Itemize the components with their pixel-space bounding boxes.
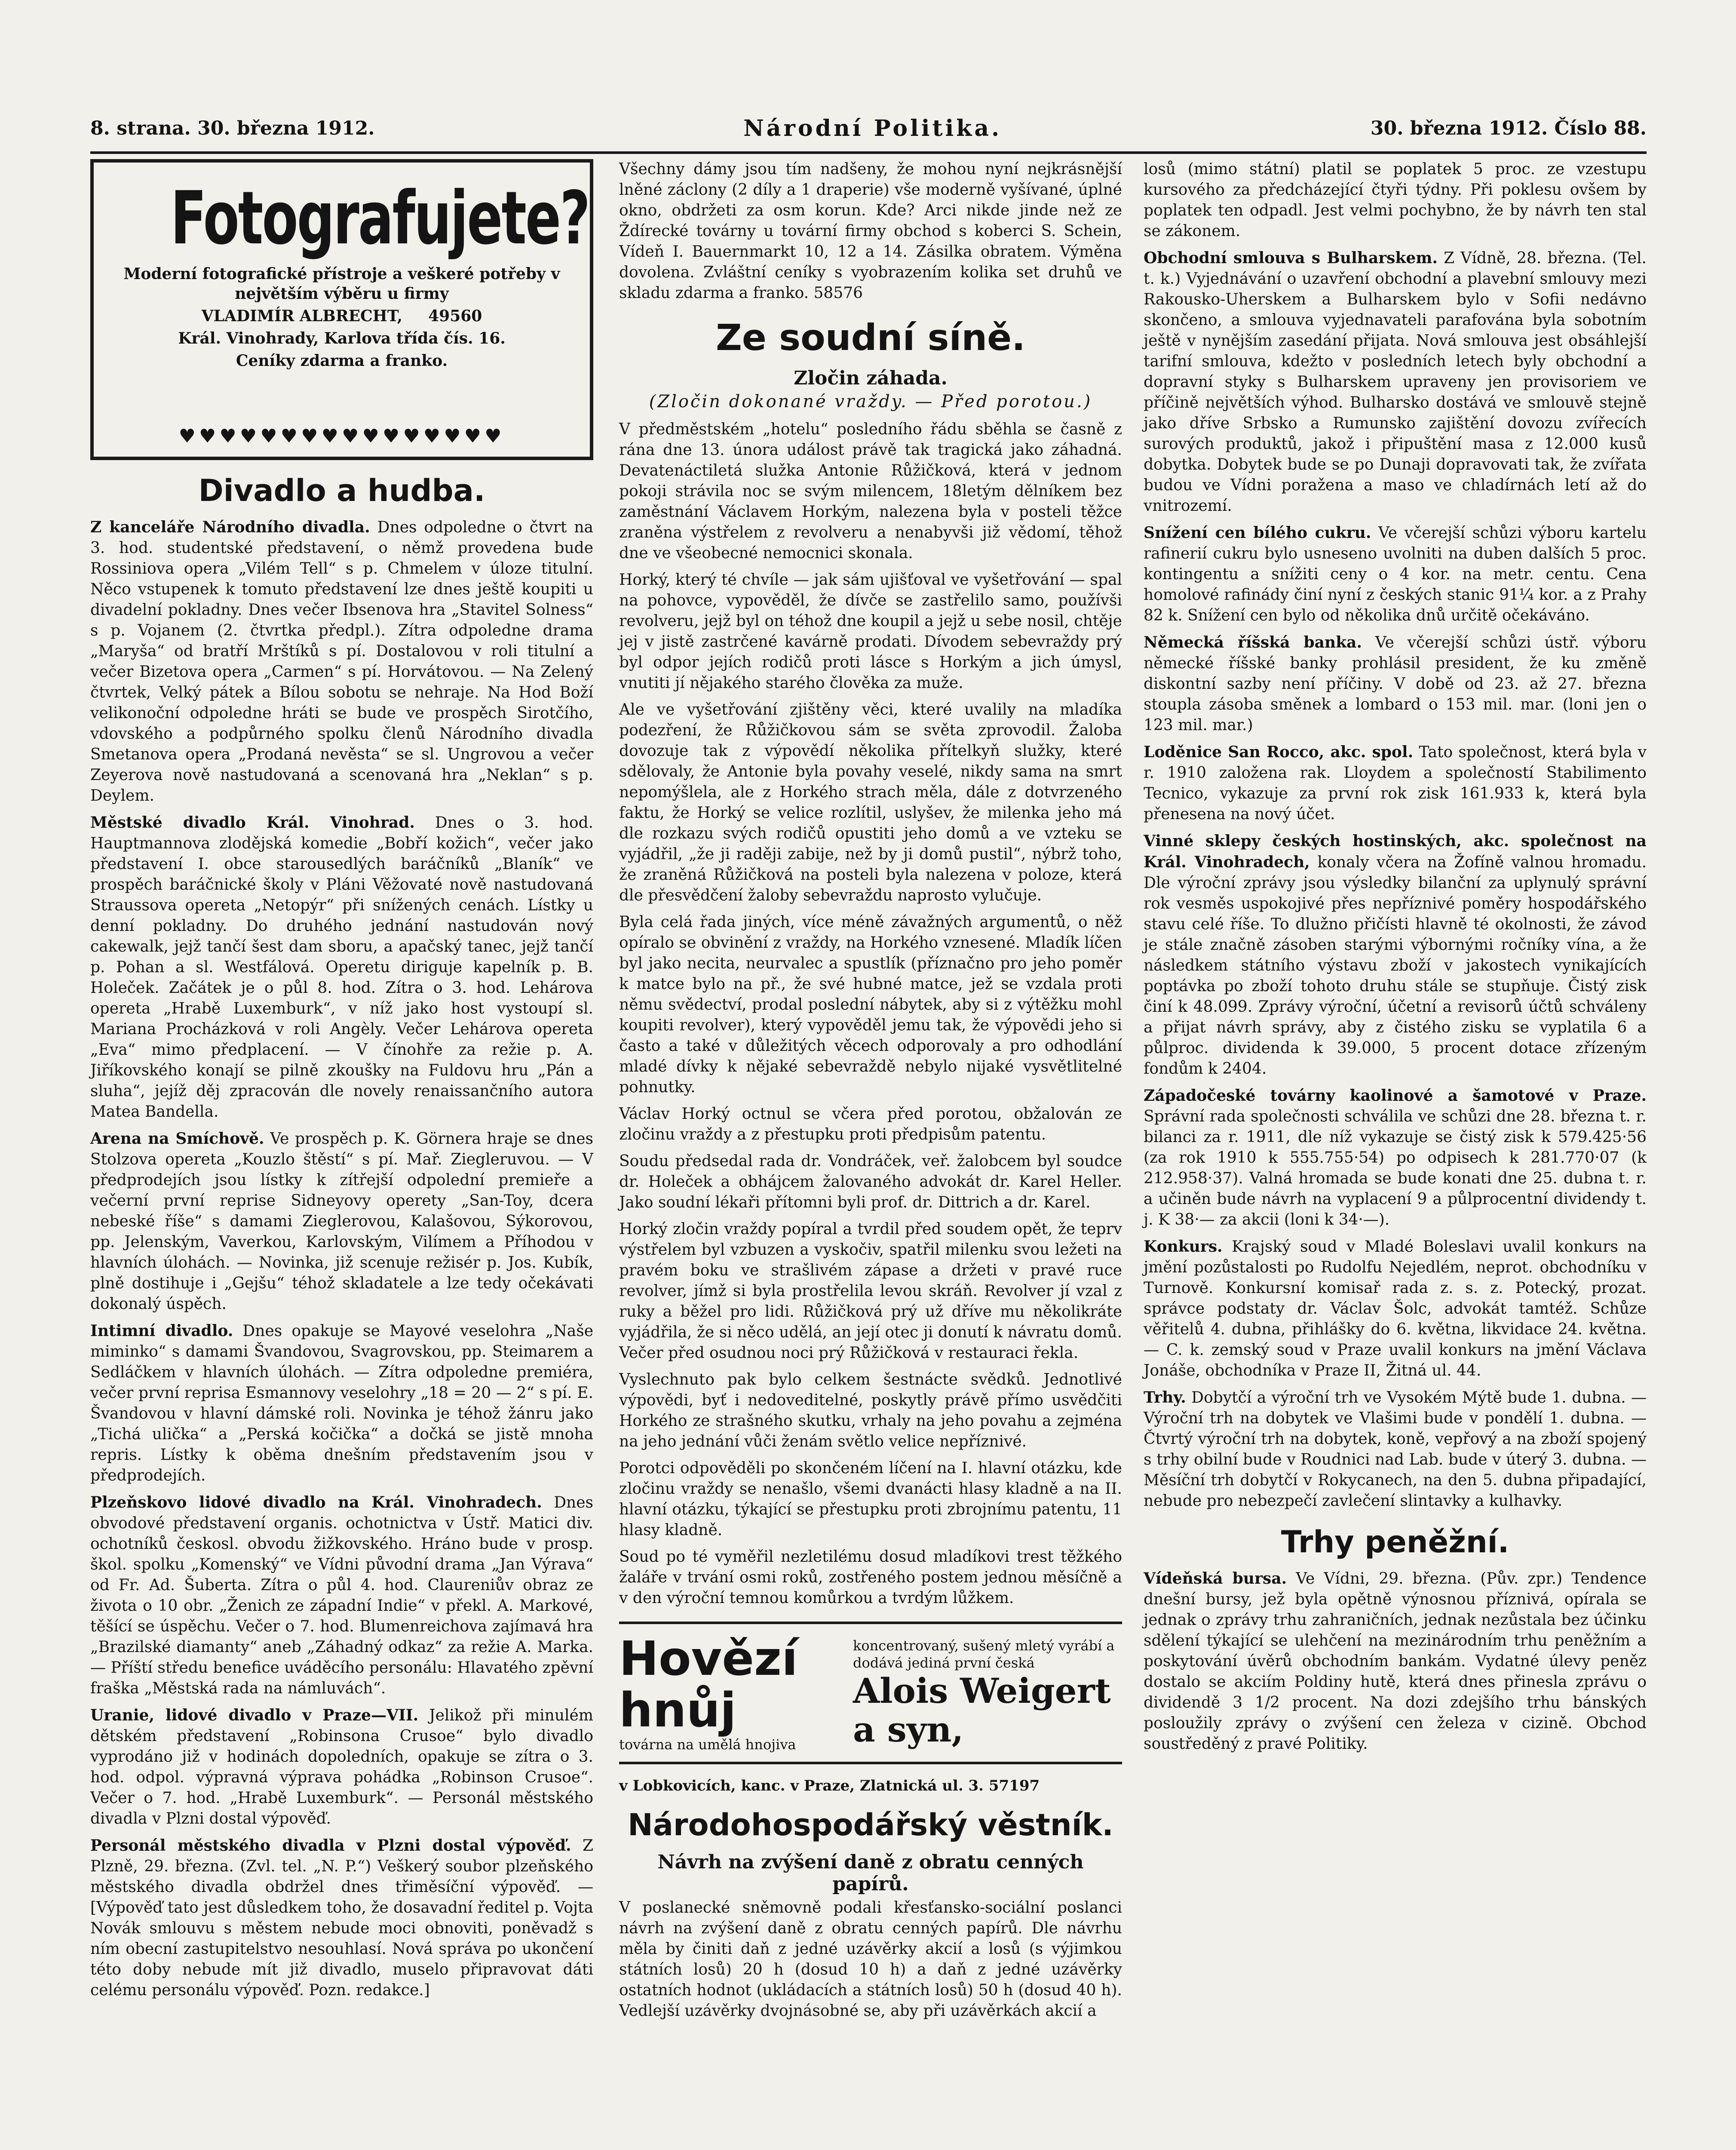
paragraph-text: Dnes opakuje se Mayové veselohra „Naše miminko“ s damami Švandovou, Svagrovskou, pp. Steimarem a Sedláčkem v hlavních úlohách. — Zítra odpoledne premiéra, večer první reprisa Esmannovy veselohry „18 = 20 — 2“ s pí. E. Švandovou v hlavní dámské roli. Novinka je téhož žánru jako „Tichá ulička“ a „Perská kočička“ a dočká se jistě mnoha repris. Lístky k oběma dnešním představením jsou v předprodejích. [90,1322,594,1484]
ad-fotografujete [90,159,593,460]
paragraph-lead: Vídeňská bursa. [1144,1570,1287,1588]
paragraph-text: Dobytčí a výroční trh ve Vysokém Mýtě bude 1. dubna. — Výroční trh na dobytek ve Vlašimi bude v pondělí 1. dubna. — Čtvrtý výroční trh na dobytek, koně, vepřový a na zboží spojený s trhy obilní bude v Roudnici nad Lab. bude v úterý 3. dubna. — Měsíční trh dobytčí v Rokycanech, na den 5. dubna připadající, nebude pro nebezpečí zavlečení slintavky a kulhavky. [1144,1389,1647,1510]
article-paragraph [1144,1236,1647,1381]
paragraph-lead: Vinné sklepy českých hostinských, akc. společnost na Král. Vinohradech, [1144,832,1647,871]
vestnik-heading: Národohospodářský věstník. [628,1807,1113,1843]
paragraph-lead: Německá říšská banka. [1144,633,1362,651]
soudni-heading: Ze soudní síně. [715,316,1026,359]
article-paragraph [1144,1085,1647,1230]
paragraph-text: Správní rada společnosti schválila ve schůzi dne 28. března t. r. bilanci za r. 1911, dle níž vykazuje se čistý zisk k 579.425·56 (za rok 1910 k 555.755·54) po odpisech k 281.770·07 (k 212.958·37). Valná hromada se bude konati dne 25. dubna t. r. a učiněn bude návrh na vyplacení 9 a půlprocentní dividendy t. j. K 38·— za akcii (loni k 34·—). [1144,1108,1647,1229]
ad-hovezi-hnuj [619,1622,1122,1764]
paragraph-text: Ve včerejší schůzi ústř. výboru německé říšské banky prohlásil president, že ku změně diskontní sazby není příčiny. V době od 23. až 27. března stoupla zásoba směnek a lombard o 153 mil. mar. (loni jen o 123 mil. mar.) [1144,634,1647,734]
article-paragraph: Václav Horký octnul se včera před porotou, obžalován ze zločinu vraždy a z přestupku proti předpisům patentu. [619,1105,1122,1143]
paragraph-lead: Arena na Smíchově. [90,1130,264,1148]
ad-code: 49560 [428,307,482,325]
header-right: 30. března 1912. Číslo 88. [1370,117,1647,139]
paragraph-lead: Intimní divadlo. [90,1322,233,1340]
ad-hovezi-address-row [619,1777,1122,1794]
article-paragraph [1144,522,1647,626]
paragraph-lead: Personál městského divadla v Plzni dostal výpověď. [90,1837,571,1855]
ad-zaclony [619,159,1122,304]
paragraph-text: Krajský soud v Mladé Boleslavi uvalil konkurs na jmění pozůstalosti po Rudolfu Nejedlém, neprot. obchodníku v Turnově. Konkursní komisař rada z. s. z. Potecký, prozat. správce podstaty dr. Václav Šolc, advokát tamtéž. Schůze věřitelů 4. dubna, přihlášky do 6. května, likvidace 24. května. — C. k. zemský soud v Praze uvalil konkurs na jmění Václava Jonáše, obchodníka v Praze II, Žitná ul. 44. [1144,1238,1647,1379]
paragraph-text: Ve včerejší schůzi výboru kartelu rafinerií cukru bylo usneseno uvolniti na duben dalších 5 proc. kontingentu a snížiti ceny o 4 kor. na metr. centu. Cena homolové rafinády činí nyní z českých stanic 91¼ kor. a z Prahy 82 k. Snížení cen bylo od několika dnů určitě očekáváno. [1144,524,1647,624]
article-paragraph: Soudu předsedal rada dr. Vondráček, veř. žalobcem byl soudce dr. Holeček a obhájcem žalovaného advokát dr. Karel Heller. Jako soudní lékaři přítomni byli prof. dr. Dittrich a dr. Karel. [619,1152,1122,1211]
ad-firm: VLADIMÍR ALBRECHT, [201,307,403,325]
paragraph-lead: Trhy. [1144,1388,1186,1407]
paragraph-text: Z Plzně, 29. března. (Zvl. tel. „N. P.“) Veškerý soubor plzeňského městského divadla obdržel dnes třiměsíční výpověď. — [Výpověď tato jest důsledkem toho, že dosavadní ředitel p. Vojta Novák smlouvu s městem nebude moci obnoviti, poněvadž s ním obecní zastupitelstvo nesouhlasí. Nová správa po ukončení této doby nebude mít již divadlo, muselo připravovat dáti celému personálu výpověď. Pozn. redakce.] [90,1837,593,1999]
article-paragraph: Porotci odpověděli po skončeném líčení na I. hlavní otázku, kde zločinu vraždy se nenašlo, všemi dvanácti hlasy kladně a na II. hlavní otázku, týkající se přestupku proti zbrojnímu patentu, 11 hlasy kladně. [619,1459,1122,1539]
header-rule [90,151,1647,154]
trhy-heading: Trhy peněžní. [1281,1524,1509,1560]
ad-headline: Fotografujete? [170,176,589,261]
paragraph-text: Dnes odpoledne o čtvrt na 3. hod. studentské představení, o němž provedena bude Rossiniova opera „Vilém Tell“ s p. Chmelem v úloze titulní. Něco vstupenek k tomuto představení lze dnes ještě koupiti u divadelní pokladny. Dnes večer Ibsenova hra „Stavitel Solness“ s p. Vojanem (2. čtvrtka předpl.). Zítra odpoledne drama „Maryša“ od bratří Mrštíků s pí. Dostalovou v roli titulní a večer Bizetova opera „Carmen“ s pí. Horvátovou. — Na Zelený čtvrtek, Velký pátek a Bílou sobotu se nehraje. Na Hod Boží velikonoční odpoledne hráti se bude ve prospěch Sirotčího, vdovského a podpůrného spolku členů Národního divadla Smetanova opera „Prodaná nevěsta“ se sl. Ungrovou a večer Zeyerova nově nastudovaná a scenovaná hra „Neklan“ s p. Deylem. [90,519,593,805]
article-paragraph [1144,248,1647,516]
ad-code: 58576 [813,284,863,302]
paragraph-lead: Obchodní smlouva s Bulharskem. [1144,249,1438,267]
article-paragraph: V předměstském „hotelu“ posledního řádu sběhla se časně z rána dne 13. února událost právě tak tragická jako záhadná. Devatenáctiletá služka Antonie Růžičková, která v jednom pokoji strávila noc se svým milencem, 18letým dělníkem bez zaměstnání Václavem Horkým, nalezena byla v posteli těžce zraněna výstřelem z revolveru a nenabyvši již vědomí, těhož dne ve všeobecné nemocnici skonala. [619,421,1122,562]
article-paragraph [1144,632,1647,736]
paragraph-text: Ve prospěch p. K. Görnera hraje se dnes Stolzova opereta „Kouzlo štěstí“ s pí. Mař. Ziegleruvou. — V předprodejích jsou lístky k zítřejší odpolední premieře a večerní první reprise Sidneyovy operety „San-Toy, dcera nebeské říše“ s damami Zieglerovou, Kalašovou, Sýkorovou, pp. Jelenským, Vaverkou, Karlovským, Vilímem a Příhodou v hlavních úlohách. — Novinka, již scenuje režisér p. Jos. Kubík, plně dostihuje i „Gejšu“ téhož skladatele a lze tedy očekávati dokonalý úspěch. [90,1130,593,1313]
page-header [90,111,1647,145]
paragraph-text: Ve Vídni, 29. března. (Pův. zpr.) Tendence dnešní bursy, jež byla opětně výnosnou příznivá, opírala se jednak o zprávy trhu zahraničních, jednak nezůstala bez účinku sdělení týkající se ulehčení na mezinárodním trhu peněžním a poskytování úvěrů obchodním bankám. Vydatné úlevy peněz dostalo se akciím Poldiny hutě, která dnes přinesla zprávu o dividendě 3 1/2 procent. Na dozi zdejšího trhu bánských posloužily zprávy o zvýšení cen železa v cizině. Obchod soustředěný z pravé Politiky. [1144,1570,1647,1753]
article-paragraph [1144,742,1647,825]
ad-hovezi-title: Hovězí hnůj [619,1631,798,1738]
ad-hovezi-firm: Alois Weigert a syn, [853,1671,1111,1750]
paragraph-text: Jelikož při minulém dětském představení „Robinsona Crusoe“ bylo divadlo vyprodáno již v hodinách dopoledních, opakuje se zítra o 3. hod. odpol. výpravná výprava pohádka „Robinson Crusoe“. Večer o 7. hod. „Hrabě Luxemburk“. — Personál městského divadla v Plzni dostal výpověď. [90,1707,593,1828]
article-paragraph: V poslanecké sněmovně podali křesťansko-sociální poslanci návrh na zvýšení daně z obratu cenných papírů. Dle návrhu měla by činiti daň z jedné uzávěrky akcií a losů (s výjimkou státních losů) 20 h (dosud 10 h) a daň z jedné uzávěrky ostatních hodnot (ukládacích a státních losů) 50 h (dosud 40 h). Vedlejší uzávěrky dvojnásobné se, aby při uzávěrkách akcií a [619,1899,1122,2020]
ad-hovezi-sub: továrna na umělá hnojiva [619,1736,796,1753]
paragraph-lead: Z kanceláře Národního divadla. [90,518,370,536]
article-paragraph [90,1128,593,1315]
paragraph-lead: Konkurs. [1144,1238,1223,1256]
article-paragraph [1144,831,1647,1079]
header-left: 8. strana. 30. března 1912. [90,117,375,139]
paragraph-lead: Plzeňskovo lidové divadlo na Král. Vinohradech. [90,1493,542,1511]
article-paragraph [90,1835,593,2001]
article-paragraph: Byla celá řada jiných, více méně závažných argumentů, o něž opíralo se obvinění z vraždy, na Horkého vznesené. Mladík líčen byl jako necita, neurvalec a spustlík (příznačno pro jeho poměr k matce bylo na př., že své hubné matce, jež se vzdala proti němu svědectví, prodal poslední nábytek, aby si z výtěžku mohl koupiti revolver), který vypověděl jemu tak, že výpovědi jeho si často a také v důležitých věcech odporovaly a pro odhodlání mladé dívky k nějaké sebevraždě nebylo nijaké vysvětlitelné pohnutky. [619,913,1122,1096]
paragraph-text: Dnes o 3. hod. Hauptmannova zlodějská komedie „Bobří kožich“, večer jako představení I. obce starousedlých baráčníků „Blaník“ ve prospěch baráčnické školy v Pláni Věžovaté nově nastudovaná Straussova opereta „Netopýr“ při snížených cenách. Lístky u denní pokladny. Do druhého jednání nastudován nový cakewalk, jejž tančí šest dam sboru, a apačský tanec, jejž tančí p. Pohan a sl. Westfálová. Operetu diriguje kapelník p. B. Holeček. Začátek je o půl 8. hod. Zítra o 3. hod. Lehárova opereta „Hrabě Luxemburk“, v níž jako host vystoupí sl. Mariana Procházková v roli Angèly. Večer Lehárova opereta „Eva“ mimo předplacení. — V čínohře za režie p. A. Jiříkovského konají se pilně zkoušky na Fuldovu hru „Pán a sluha“, jejíž děj zpracován dle novely renaissančního autora Matea Bandella. [90,814,593,1121]
ad-address: Král. Vinohrady, Karlova třída čís. 16. [178,329,506,347]
article-paragraph [90,1705,593,1829]
article-paragraph [1144,1387,1647,1511]
ad-line1: Moderní fotografické přístroje a veškeré potřeby v největším výběru u firmy [123,265,560,303]
article-paragraph: Soud po té vyměřil nezletilému dosud mladíkovi trest těžkého žaláře v trvání osmi roků, zostřeného postem jednou měsíčně a v den výroční temnou komůrkou a tvrdým lůžkem. [619,1548,1122,1607]
ad-hovezi-address: v Lobkovicích, kanc. v Praze, Zlatnická ul. 3. [619,1777,984,1794]
article-paragraph [1144,1568,1647,1754]
article-paragraph [90,1492,593,1699]
paragraph-lead: Městské divadlo Král. Vinohrad. [90,814,415,832]
article-paragraph [90,1321,593,1486]
article-paragraph: Vyslechnuto pak bylo celkem šestnácte svědků. Jednotlivé výpovědi, byť i nedoveditelné, poskytly právě přímo usvědčiti Horkého ze strašného skutku, vrhaly na jeho povahu a zejména na jeho jednání vůči ženám světlo velice nepříznivé. [619,1371,1122,1450]
paragraph-lead: Západočeské továrny kaolinové a šamotové v Praze. [1144,1087,1647,1105]
heart-border-icon: ♥♥♥♥♥♥♥♥♥♥♥♥♥♥♥♥ [178,425,505,447]
paragraph-lead: Uranie, lidové divadlo v Praze—VII. [90,1706,419,1724]
paragraph-text: Z Vídně, 28. března. (Tel. t. k.) Vyjednávání o uzavření obchodní a plavební smlouvy mezi Rakousko-Uherskem a Bulharskem bylo v Sofii nedávno skončeno, a smlouva vyjednavateli parafována byla sobotním ještě v nynějším zasedání přijata. Nová smlouva jest obsáhlejší tarifní smlouva, kdežto v posledních letech byly obchodní a dopravní styky s Bulharskem upraveny jen provisoriem ve příčině největších výhod. Bulharsko dostává ve smlouvě stejně jako dříve Srbsko a Rumunsko zajištění dovozu zvířecích surových produktů, jakož i připuštění masa z 12.000 kusů dobytka. Dobytek bude se po Dunaji dopravovati tak, že zvířata budou ve Vídni poražena a maso ve chladírnách letí až do vnitrozemí. [1144,249,1647,515]
ad-hovezi-right [853,1637,1122,1749]
ad-hovezi-code: 57197 [988,1777,1040,1794]
article-paragraph [90,517,593,806]
article-paragraph: Horký, který té chvíle — jak sám ujišťoval ve vyšetřování — spal na pohovce, vypověděl, že dívče se zastřelilo samo, používši revolveru, jejž byl on téhož dne koupil a jejž u sebe nosil, chtěje jej v jistě zastrčené kavárně prodati. Dívodem sebevraždy prý byl odpor jejích rodičů proti lásce s Horkým a jich úmysl, vnutiti jí nějakého starého člověka za muže. [619,571,1122,692]
ad-hovezi-desc: koncentrovaný, sušený mletý vyrábí a dodává jediná první česká [853,1637,1115,1671]
article-paragraph: Horký zločin vraždy popíral a tvrdil před soudem opět, že teprv výstřelem byl vzbuzen a vyskočiv, spatřil milenku svou ležeti na pravém boku ve strašlivém zápase a držeti v pravé ruce revolver, jímž si byla prostřelila levou skráň. Revolver jí vzal z ruky a běžel pro lidi. Růžičková prý už dříve mu několikráte vyjádřila, že si něco udělá, an její otec ji donutí k návratu domů. Večer před osudnou noci prý Růžičková v restauraci řekla. [619,1220,1122,1362]
column-2 [619,159,1122,2027]
ad-hovezi-left [619,1633,843,1753]
crime-subheading: (Zločin dokonané vraždy. — Před porotou.) [649,392,1092,412]
crime-heading: Zločin záhada. [794,367,948,389]
paragraph-lead: Snížení cen bílého cukru. [1144,524,1371,542]
vestnik-subheading: Návrh na zvýšení daně z obratu cenných papírů. [657,1851,1084,1895]
paragraph-text: Tato společnost, která byla v r. 1910 založena rak. Lloydem a společností Stabilimento Tecnico, vykazuje za první rok zisk 161.933 k, která byla přenesena na nový účet. [1144,743,1647,823]
column-3 [1144,159,1647,1760]
ad-price-list: Ceníky zdarma a franko. [236,352,448,370]
divadlo-heading: Divadlo a hudba. [198,473,485,508]
paragraph-text: konaly včera na Žofíně valnou hromadu. Dle výroční zprávy jsou výsledky bilanční za uplynulý správní rok vesměs uspokojivé přes nepříznivé poměry hospodářského stavu celé říše. To dlužno přičísti hlavně té okolnosti, že závod je stále značně zásoben starými výbornými ročníky vína, a že následkem státního výstavu zboží v jakostech vynikajících poptávka po zboží tohoto druhu stále se stupňuje. Čistý zisk činí k 48.099. Zprávy výroční, účetní a revisorů účtů schváleny a přijat návrh správy, aby z čistého zisku se vyplatila 6 a půlproc. dividenda k 39.000, 5 procent dotace zřízeným fondům k 2404. [1144,854,1647,1078]
paragraph-text: Všechny dámy jsou tím nadšeny, že mohou nyní nejkrásnější lněné záclony (2 díly a 1 draperie) vše moderně vyšívané, úplné okno, obdržeti za osm korun. Kde? Arci nikde jinde než ze Ždírecké továrny u tovární firmy obchod s koberci S. Schein, Vídeň I. Bauernmarkt 10, 12 a 14. Zásilka obratem. Výměna dovolena. Zvláštní ceníky s vyobrazením kolika set druhů ve skladu zdarma a franko. [619,160,1122,302]
ad-firm-row [104,306,580,326]
article-paragraph: Ale ve vyšetřování zjištěny věci, které uvalily na mladíka podezření, že Růžičkovou sám se světa zprovodil. Žaloba dovozuje tak z výpovědí několika přítelkyň služky, které sdělovaly, že Antonie byla povahy veselé, nikdy sama na smrt nepomýšlela, ale z Horkého strach měla, dále z dotvrzeného faktu, že Horký se velice rozlítil, uslyšev, že milenka jeho má dle rozkazu svých rodičů opustiti jeho domů a ve vzteku se vyjádřil, „že ji raději zabije, než by ji domů pustil“, nýbrž toho, že zraněná Růžičková na posteli byla nalezena v poloze, která dle přesvědčení žaloby sebevraždu naprosto vylučuje. [619,701,1122,904]
column-1 [90,159,593,2007]
article-paragraph: losů (mimo státní) platil se poplatek 5 proc. ze vzestupu kursového za předcházející čtyři týdny. Při poklesu ovšem by poplatek ten odpadl. Jest velmi pochybno, že by návrh ten stal se zákonem. [1144,160,1647,240]
paragraph-lead: Loděnice San Rocco, akc. spol. [1144,743,1414,761]
article-paragraph [90,812,593,1122]
masthead: Národní Politika. [743,115,1002,141]
paragraph-text: Dnes obvodové představení organis. ochotnictva v Ústř. Matici div. ochotníků českosl. obvodu žižkovského. Hráno bude v prosp. škol. spolku „Komenský“ ve Vídni původní drama „Jan Výrava“ od Fr. Ad. Šuberta. Zítra o půl 4. hod. Claureniův obraz ze života o 10 obr. „Ženich ze západní Indie“ v překl. A. Markové, těšící se úspěchu. Večer o 7. hod. Blumenreichova zajímavá hra „Brazilské diamanty“ aneb „Záhadný odkaz“ za režie A. Marka. — Příští středu benefice uváděcího personálu: Hlavatého zpěvní fraška „Městská rada na námluvách“. [90,1494,594,1697]
